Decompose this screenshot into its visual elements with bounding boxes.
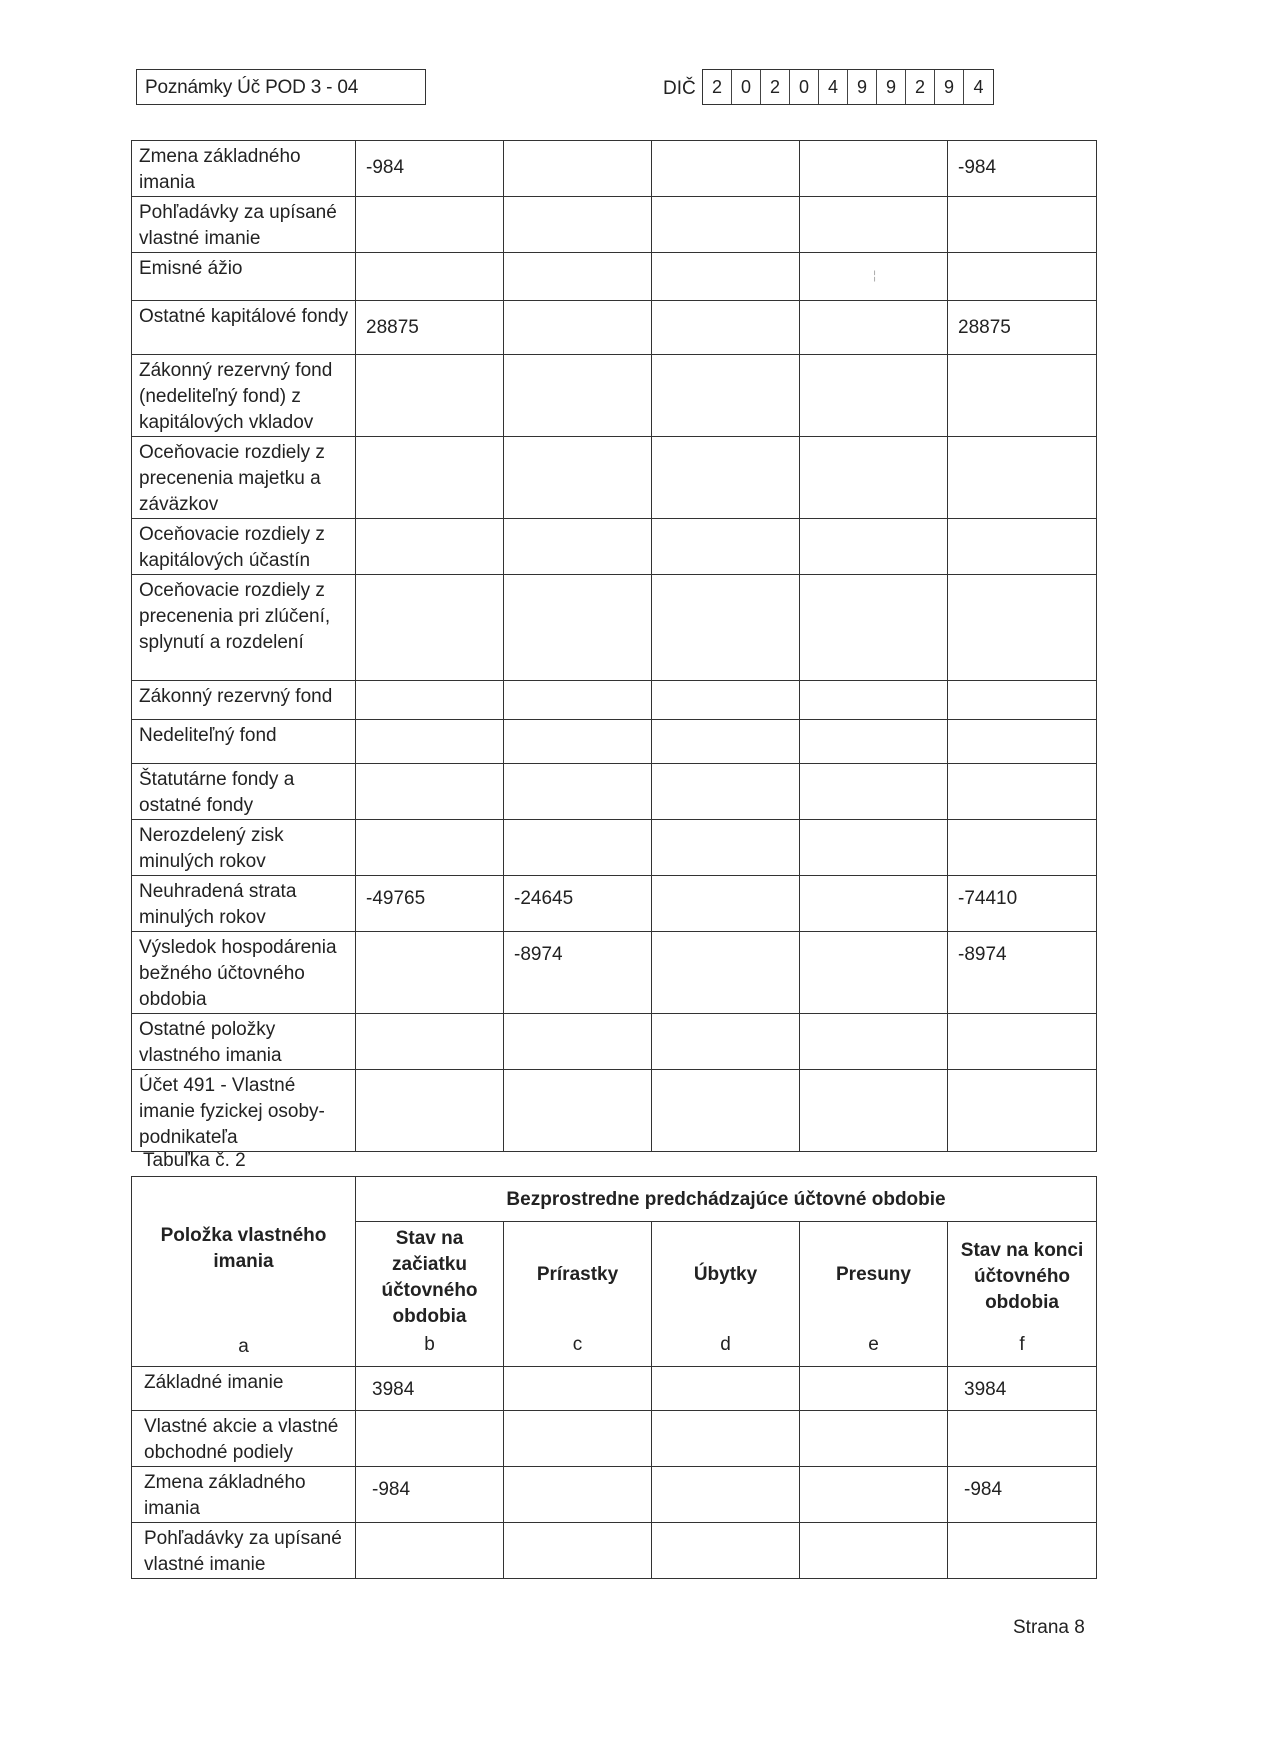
row-label: Ostatné kapitálové fondy bbox=[132, 301, 356, 355]
cell-b bbox=[356, 197, 504, 253]
row-label: Výsledok hospodárenia bežného účtovného obdobia bbox=[132, 932, 356, 1014]
cell-c bbox=[504, 1411, 652, 1467]
column-letter-f: f bbox=[1019, 1334, 1025, 1355]
cell-b bbox=[356, 720, 504, 764]
cell-e bbox=[800, 1014, 948, 1070]
cell-e bbox=[800, 1411, 948, 1467]
cell-d bbox=[652, 720, 800, 764]
cell-d bbox=[652, 1367, 800, 1411]
table-row bbox=[132, 1014, 1097, 1070]
cell-c bbox=[504, 820, 652, 876]
table-row bbox=[132, 437, 1097, 519]
column-header-item bbox=[132, 1177, 356, 1367]
table-row bbox=[132, 1467, 1097, 1523]
cell-f bbox=[948, 437, 1097, 519]
cell-f bbox=[948, 575, 1097, 681]
table-row bbox=[132, 197, 1097, 253]
row-label: Oceňovacie rozdiely z precenenia majetku a záväzkov bbox=[132, 437, 356, 519]
cell-f bbox=[948, 1070, 1097, 1152]
dic-digit: 2 bbox=[761, 70, 790, 104]
row-label: Nerozdelený zisk minulých rokov bbox=[132, 820, 356, 876]
dic-digit: 9 bbox=[848, 70, 877, 104]
row-label: Nedeliteľný fond bbox=[132, 720, 356, 764]
cell-d bbox=[652, 355, 800, 437]
cell-c bbox=[504, 1467, 652, 1523]
cell-c bbox=[504, 141, 652, 197]
cell-d bbox=[652, 437, 800, 519]
table-row bbox=[132, 820, 1097, 876]
group-header: Bezprostredne predchádzajúce účtovné obdobie bbox=[356, 1177, 1097, 1222]
cell-e bbox=[800, 519, 948, 575]
column-letter-b: b bbox=[424, 1334, 435, 1355]
column-header-e: Presuny e bbox=[800, 1222, 948, 1367]
column-letter-c: c bbox=[572, 1334, 583, 1355]
cell-e bbox=[800, 301, 948, 355]
cell-c: -24645 bbox=[504, 876, 652, 932]
dic-digit: 2 bbox=[703, 70, 732, 104]
cell-c bbox=[504, 575, 652, 681]
column-header-item-label: Položka vlastného imania bbox=[160, 1225, 327, 1272]
row-label: Pohľadávky za upísané vlastné imanie bbox=[132, 197, 356, 253]
cell-f bbox=[948, 1014, 1097, 1070]
table-row bbox=[132, 301, 1097, 355]
cell-e bbox=[800, 720, 948, 764]
cell-c bbox=[504, 681, 652, 720]
cell-e bbox=[800, 575, 948, 681]
cell-d bbox=[652, 1014, 800, 1070]
table-row bbox=[132, 932, 1097, 1014]
cell-c bbox=[504, 437, 652, 519]
cell-b: -984 bbox=[356, 141, 504, 197]
equity-table-current bbox=[131, 140, 1097, 1152]
column-header-b: Stav na začiatku účtovného obdobia b bbox=[356, 1222, 504, 1367]
cell-f: 3984 bbox=[948, 1367, 1097, 1411]
column-letter-a: a bbox=[238, 1336, 249, 1357]
column-header-c: Prírastky c bbox=[504, 1222, 652, 1367]
table-row bbox=[132, 681, 1097, 720]
cell-e bbox=[800, 437, 948, 519]
cell-c bbox=[504, 253, 652, 301]
row-label: Základné imanie bbox=[132, 1367, 356, 1411]
cell-c bbox=[504, 720, 652, 764]
row-label: Štatutárne fondy a ostatné fondy bbox=[132, 764, 356, 820]
cell-b bbox=[356, 681, 504, 720]
cell-c bbox=[504, 1367, 652, 1411]
cell-b bbox=[356, 519, 504, 575]
cell-b bbox=[356, 764, 504, 820]
equity-table-current-body bbox=[132, 141, 1097, 1152]
cell-b bbox=[356, 932, 504, 1014]
dic-number bbox=[702, 69, 994, 105]
cell-f bbox=[948, 253, 1097, 301]
page-number: Strana 8 bbox=[1013, 1617, 1085, 1638]
cell-c bbox=[504, 197, 652, 253]
cell-d bbox=[652, 301, 800, 355]
cell-d bbox=[652, 1070, 800, 1152]
column-letter-e: e bbox=[868, 1334, 879, 1355]
table-caption: Tabuľka č. 2 bbox=[143, 1150, 246, 1171]
cell-d bbox=[652, 1467, 800, 1523]
cell-f bbox=[948, 720, 1097, 764]
cell-f: -8974 bbox=[948, 932, 1097, 1014]
cell-b: 28875 bbox=[356, 301, 504, 355]
cell-f bbox=[948, 681, 1097, 720]
dic-label: DIČ bbox=[663, 78, 696, 99]
table-row bbox=[132, 141, 1097, 197]
cell-f: -984 bbox=[948, 1467, 1097, 1523]
table-row bbox=[132, 764, 1097, 820]
cell-e bbox=[800, 141, 948, 197]
cell-b bbox=[356, 1411, 504, 1467]
cell-f bbox=[948, 764, 1097, 820]
row-label: Zákonný rezervný fond bbox=[132, 681, 356, 720]
row-label: Neuhradená strata minulých rokov bbox=[132, 876, 356, 932]
table-row bbox=[132, 876, 1097, 932]
cell-e bbox=[800, 1523, 948, 1579]
cell-e bbox=[800, 1070, 948, 1152]
row-label: Zmena základného imania bbox=[132, 1467, 356, 1523]
form-title: Poznámky Úč POD 3 - 04 bbox=[136, 69, 426, 105]
cell-e bbox=[800, 1367, 948, 1411]
dic-digit: 4 bbox=[973, 77, 984, 97]
cell-f: 28875 bbox=[948, 301, 1097, 355]
cell-c bbox=[504, 301, 652, 355]
cell-b bbox=[356, 253, 504, 301]
cell-b bbox=[356, 820, 504, 876]
cell-f bbox=[948, 519, 1097, 575]
cell-d bbox=[652, 876, 800, 932]
cell-b bbox=[356, 1070, 504, 1152]
cell-f bbox=[948, 820, 1097, 876]
cell-d bbox=[652, 932, 800, 1014]
cell-b bbox=[356, 575, 504, 681]
cell-d bbox=[652, 1411, 800, 1467]
cell-e bbox=[800, 1467, 948, 1523]
cell-f bbox=[948, 355, 1097, 437]
cell-d bbox=[652, 141, 800, 197]
cell-c: -8974 bbox=[504, 932, 652, 1014]
table-row bbox=[132, 575, 1097, 681]
cell-d bbox=[652, 197, 800, 253]
cell-c bbox=[504, 764, 652, 820]
cell-b: -49765 bbox=[356, 876, 504, 932]
table-row bbox=[132, 355, 1097, 437]
cell-e bbox=[800, 681, 948, 720]
row-label: Zmena základného imania bbox=[132, 141, 356, 197]
equity-table-previous bbox=[131, 1176, 1097, 1579]
cell-c bbox=[504, 355, 652, 437]
cell-d bbox=[652, 764, 800, 820]
cell-c bbox=[504, 1070, 652, 1152]
table-row bbox=[132, 519, 1097, 575]
row-label: Emisné ážio bbox=[132, 253, 356, 301]
table-row bbox=[132, 253, 1097, 301]
cell-d bbox=[652, 1523, 800, 1579]
cell-b: -984 bbox=[356, 1467, 504, 1523]
cell-b bbox=[356, 355, 504, 437]
table-row bbox=[132, 1411, 1097, 1467]
cell-b bbox=[356, 1523, 504, 1579]
column-header-f: Stav na konci účtovného obdobia f bbox=[948, 1222, 1097, 1367]
scan-speck: ¦ bbox=[873, 268, 877, 282]
dic-digit: 2 bbox=[906, 70, 935, 104]
dic-digit: 0 bbox=[790, 70, 819, 104]
cell-b: 3984 bbox=[356, 1367, 504, 1411]
cell-b bbox=[356, 1014, 504, 1070]
row-label: Pohľadávky za upísané vlastné imanie bbox=[132, 1523, 356, 1579]
dic-digit: 9 bbox=[935, 70, 964, 104]
equity-table-previous-body bbox=[132, 1367, 1097, 1579]
cell-f: -984 bbox=[948, 141, 1097, 197]
column-letter-d: d bbox=[720, 1334, 731, 1355]
dic-digit: 0 bbox=[732, 70, 761, 104]
row-label: Zákonný rezervný fond (nedeliteľný fond) z kapitálových vkladov bbox=[132, 355, 356, 437]
cell-e bbox=[800, 820, 948, 876]
cell-d bbox=[652, 519, 800, 575]
dic-digit: 9 bbox=[877, 70, 906, 104]
cell-c bbox=[504, 1014, 652, 1070]
cell-d bbox=[652, 681, 800, 720]
cell-e bbox=[800, 197, 948, 253]
row-label: Ostatné položky vlastného imania bbox=[132, 1014, 356, 1070]
cell-f bbox=[948, 197, 1097, 253]
row-label: Oceňovacie rozdiely z precenenia pri zlúčení, splynutí a rozdelení bbox=[132, 575, 356, 681]
table-row bbox=[132, 720, 1097, 764]
cell-f bbox=[948, 1523, 1097, 1579]
cell-d bbox=[652, 575, 800, 681]
table-row bbox=[132, 1070, 1097, 1152]
cell-c bbox=[504, 519, 652, 575]
cell-b bbox=[356, 437, 504, 519]
cell-c bbox=[504, 1523, 652, 1579]
dic-digit: 4 bbox=[819, 70, 848, 104]
cell-f: -74410 bbox=[948, 876, 1097, 932]
cell-e bbox=[800, 932, 948, 1014]
cell-e bbox=[800, 876, 948, 932]
row-label: Oceňovacie rozdiely z kapitálových účastín bbox=[132, 519, 356, 575]
cell-e bbox=[800, 355, 948, 437]
cell-f bbox=[948, 1411, 1097, 1467]
cell-d bbox=[652, 253, 800, 301]
cell-e bbox=[800, 764, 948, 820]
column-header-d: Úbytky d bbox=[652, 1222, 800, 1367]
table-row bbox=[132, 1523, 1097, 1579]
row-label: Vlastné akcie a vlastné obchodné podiely bbox=[132, 1411, 356, 1467]
cell-d bbox=[652, 820, 800, 876]
table-row bbox=[132, 1367, 1097, 1411]
row-label: Účet 491 - Vlastné imanie fyzickej osoby- podnikateľa bbox=[132, 1070, 356, 1152]
